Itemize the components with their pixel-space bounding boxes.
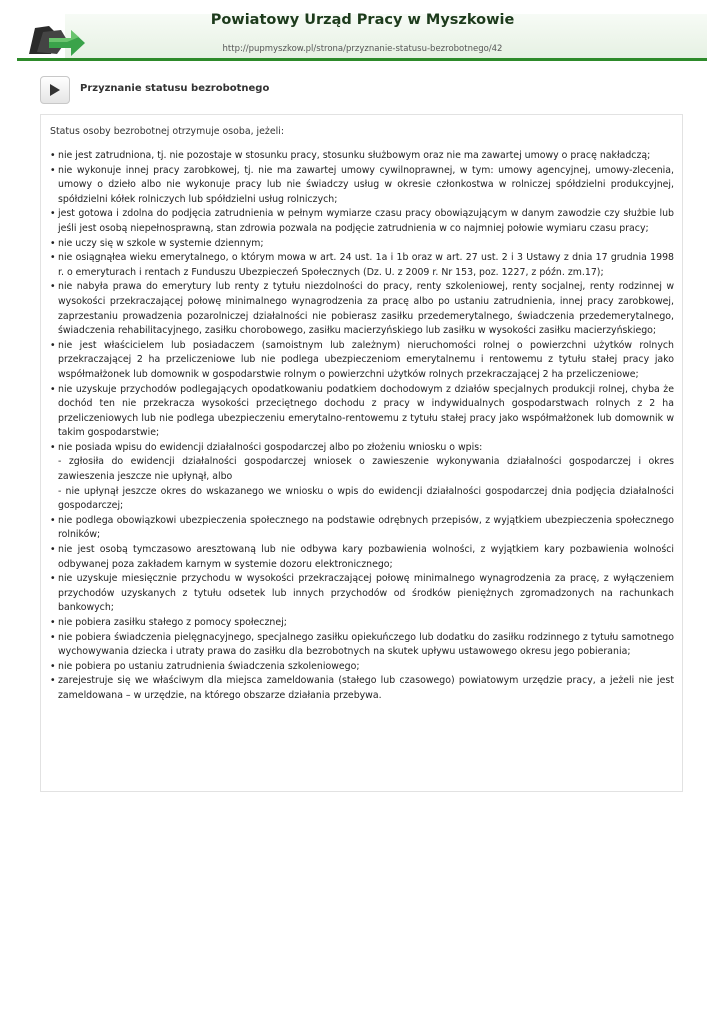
bullet-icon: • (50, 208, 56, 220)
list-item-text: - nie upłynął jeszcze okres do wskazanego we wniosku o wpis do ewidencji działalności gospodarczej dnia podjęcia działalności gospodarczej; (58, 485, 674, 512)
list-item (50, 339, 674, 383)
bullet-icon: • (50, 617, 56, 628)
list-item-text: nie nabyła prawa do emerytury lub renty z tytułu niezdolności do pracy, renty szkoleniowej, renty socjalnej, renty rodzinnej w wysokości przekraczającej połowę minimalnego wynagrodzenia za pracę albo po ustaniu zatrudnienia, innej pracy zarobkowej, zaprzestaniu prowadzenia pozarolniczej działalności nie pobierasz zasiłku przedemerytalnego, świadczenia przedemerytalnego, świadczenia rehabilitacyjnego, zasiłku chorobowego, zasiłku macierzyńskiego lub zasiłku w wysokości zasiłku macierzyńskiego; (58, 281, 674, 337)
list-item-text: nie jest zatrudniona, tj. nie pozostaje w stosunku pracy, stosunku służbowym oraz nie ma zawartej umowy o pracę nakładczą; (58, 150, 651, 161)
list-item (50, 514, 674, 543)
bullet-icon: • (50, 544, 56, 556)
bullet-icon: • (50, 660, 56, 672)
play-arrow-icon (40, 76, 70, 104)
list-item-text: nie wykonuje innej pracy zarobkowej, tj. nie ma zawartej umowy cywilnoprawnej, w tym: umowy agencyjnej, umowy-zlecenia, umowy o dzieło albo nie wykonuje pracy lub nie świadczy usług w okresie członkostwa w rolniczej spółdzielni produkcyjnej, spółdzielni kółek rolniczych lub spółdzielni usług rolniczych; (58, 164, 674, 205)
bullet-icon: • (50, 631, 56, 643)
bullet-icon: • (50, 675, 56, 687)
bullet-icon: • (50, 252, 56, 264)
list-item (50, 616, 674, 631)
list-item-text: nie uzyskuje miesięcznie przychodu w wysokości przekraczającej połowę minimalnego wynagrodzenia za pracę, z wyłączeniem przychodów uzyskanych z tytułu odsetek lub innych przychodów od środków pieniężnych zgromadzonych na rachunkach bankowych; (58, 573, 674, 614)
bullet-icon: • (50, 441, 56, 453)
bullet-icon: • (50, 514, 56, 526)
list-item-text: jest gotowa i zdolna do podjęcia zatrudnienia w pełnym wymiarze czasu pracy obowiązującym w danym zawodzie czy służbie lub jeśli jest osobą niepełnosprawną, stan zdrowia pozwala na podjęcie zatrudnienia w co najmniej połowie wymiaru czasu pracy; (58, 208, 674, 234)
list-item-text: nie pobiera zasiłku stałego z pomocy społecznej; (58, 617, 287, 628)
list-item (50, 251, 674, 280)
list-item-text: - zgłosiła do ewidencji działalności gospodarczej wniosek o zawieszenie wykonywania działalności gospodarczej i okres zawieszenia jeszcze nie upłynął, albo (58, 456, 674, 483)
page-title: Przyznanie statusu bezrobotnego (80, 83, 270, 94)
list-item (50, 149, 674, 164)
header-divider (17, 58, 707, 61)
list-item-text: nie jest osobą tymczasowo aresztowaną lub nie odbywa kary pozbawienia wolności, z wyjątkiem kary pozbawienia wolności odbywanej poza zakładem karnym w systemie dozoru elektronicznego; (58, 544, 674, 570)
list-item (50, 543, 674, 572)
list-item (50, 441, 674, 514)
list-item (50, 237, 674, 252)
bullet-icon: • (50, 573, 56, 585)
requirements-list (50, 149, 674, 704)
list-item (50, 674, 674, 703)
list-item (50, 164, 674, 208)
list-item (50, 383, 674, 441)
list-item-text: zarejestruje się we właściwym dla miejsca zameldowania (stałego lub czasowego) powiatowym urzędzie pracy, a jeżeli nie jest zameldowana – w urzędzie, na którego obszarze działania przebywa. (58, 675, 674, 701)
bullet-icon: • (50, 237, 56, 249)
bullet-icon: • (50, 164, 56, 176)
list-item-text: nie uczy się w szkole w systemie dziennym; (58, 237, 264, 249)
bullet-icon: • (50, 339, 56, 351)
list-item (50, 572, 674, 616)
list-item (50, 660, 674, 675)
page-heading (40, 76, 685, 106)
list-item-text: nie uzyskuje przychodów podlegających opodatkowaniu podatkiem dochodowym z działów specjalnych produkcji rolnej, chyba że dochód ten nie przekracza wysokości przeciętnego dochodu z pracy w indywidualnych gospodarstwach rolnych z 2 ha przeliczeniowych lub nie podlega ubezpieczeniu emerytalno-rentowemu z tytułu stałej pracy jako współmałżonek lub domownik w takim gospodarstwie; (58, 383, 674, 439)
bullet-icon: • (50, 150, 56, 161)
intro-text: Status osoby bezrobotnej otrzymuje osoba, jeżeli: (50, 126, 284, 137)
list-item (50, 280, 674, 338)
list-item-text: nie podlega obowiązkowi ubezpieczenia społecznego na podstawie odrębnych przepisów, z wyjątkiem ubezpieczenia społecznego rolników; (58, 514, 674, 541)
list-item-text: nie pobiera po ustaniu zatrudnienia świadczenia szkoleniowego; (58, 660, 360, 672)
bullet-icon: • (50, 383, 56, 395)
list-item-text: nie osiągnąłea wieku emerytalnego, o którym mowa w art. 24 ust. 1a i 1b oraz w art. 27 ust. 2 i 3 Ustawy z dnia 17 grudnia 1998 r. o emeryturach i rentach z Funduszu Ubezpieczeń Społecznych (Dz. U. z 2009 r. Nr 153, poz. 1227, z późn. zm.17); (58, 252, 674, 278)
site-title: Powiatowy Urząd Pracy w Myszkowie (210, 12, 515, 28)
bullet-icon: • (50, 281, 56, 293)
list-item-text: nie pobiera świadczenia pielęgnacyjnego, specjalnego zasiłku opiekuńczego lub dodatku do zasiłku rodzinnego z tytułu samotnego wychowywania dziecka i utraty prawa do zasiłku dla bezrobotnych na skutek upływu ustawowego okresu jego pobierania; (58, 631, 674, 658)
list-item (50, 207, 674, 236)
list-item-text: nie jest właścicielem lub posiadaczem (samoistnym lub zależnym) nieruchomości rolnej o powierzchni użytków rolnych przekraczającej 2 ha przeliczeniowe lub nie podlega ubezpieczeniom emerytalnemu i rentowemu z tytułu stałej pracy jako współmałżonek lub domownik w gospodarstwie rolnym o powierzchni użytków rolnych przekraczającej 2 ha przeliczeniowe; (58, 339, 674, 380)
list-item-text: nie posiada wpisu do ewidencji działalności gospodarczej albo po złożeniu wniosku o wpis: (58, 441, 483, 453)
list-item (50, 631, 674, 660)
site-url[interactable]: http://pupmyszkow.pl/strona/przyznanie-statusu-bezrobotnego/42 (222, 44, 503, 54)
